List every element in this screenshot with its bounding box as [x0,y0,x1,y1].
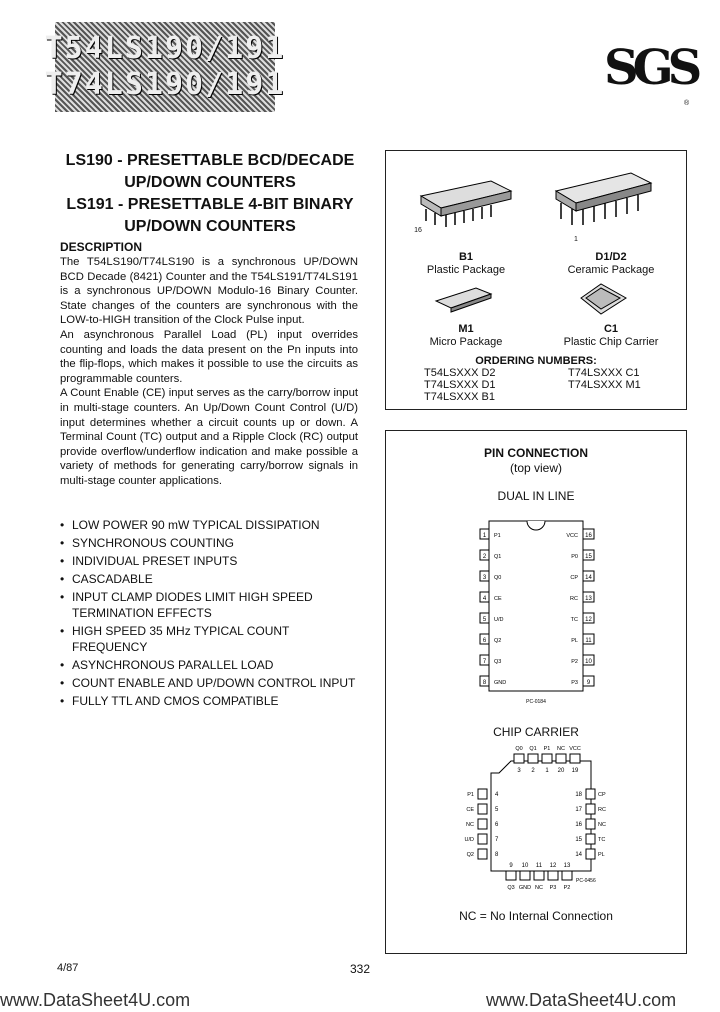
cc-pin-number: 11 [535,863,543,869]
description-paragraph-2: An asynchronous Parallel Load (PL) input overrides counting and loads the data present on the Pn inputs into the flip-flops, which makes it possible to use the circuits as programmable counters. [60,328,358,385]
dil-pin-label: Q3 [494,659,502,665]
cc-pin-box [586,804,595,814]
dil-pin-number: 16 [585,533,592,539]
dil-pin-label: RC [570,596,578,602]
dil-ref: PC-0184 [526,699,546,705]
cc-pin-label: P1 [467,792,474,798]
title-line-4: UP/DOWN COUNTERS [124,218,296,235]
cc-pin-number: 14 [575,852,582,858]
nc-note: NC = No Internal Connection [459,909,613,923]
cc-pin-box [556,754,566,763]
cc-pin-number: 5 [495,807,499,813]
dil-pin-number: 4 [482,596,487,602]
dil-pin-label: Q1 [494,554,502,560]
cc-pin-box [534,871,544,880]
c1-name: Plastic Chip Carrier [563,336,659,348]
d1d2-code: D1/D2 [595,251,627,263]
dil-diagram [386,507,686,707]
dip-ceramic-package-icon [556,173,651,225]
feature-item: • INPUT CLAMP DIODES LIMIT HIGH SPEED TERMINATION EFFECTS [60,589,360,621]
pin1-label-d: 1 [574,236,578,243]
b1-name: Plastic Package [426,264,506,276]
ordering-number: T74LSXXX B1 [424,391,495,403]
cc-pin-label: PL [598,852,605,858]
dil-pin-number: 6 [482,638,487,644]
cc-pin-box [506,871,516,880]
chip-carrier-package-icon [581,284,626,314]
cc-pin-label: P3 [549,885,557,891]
pin16-label-b1: 16 [414,227,422,234]
cc-pin-number: 9 [509,863,513,869]
cc-pin-label: GND [518,885,532,891]
title-line-3: LS191 - PRESETTABLE 4-BIT BINARY [66,196,354,213]
dil-pin-label: PL [571,638,578,644]
dil-pin-label: GND [494,680,507,686]
cc-ref: PC-0456 [576,878,596,884]
registered-mark: ® [684,100,690,107]
dil-pin-number: 11 [585,638,592,644]
dil-pin-number: 15 [585,554,592,560]
cc-pin-box [562,871,572,880]
watermark-right: www.DataSheet4U.com [486,990,677,1010]
ordering-number: T74LSXXX M1 [568,379,641,391]
sgs-logo [604,30,697,106]
dil-pin-label: P0 [571,554,578,560]
cc-pin-label: P1 [543,746,551,752]
cc-pin-number: 10 [521,863,529,869]
c1-code: C1 [603,323,619,335]
watermark-left: www.DataSheet4U.com [0,990,191,1010]
cc-pin-box [478,834,487,844]
cc-pin-number: 19 [571,768,579,774]
cc-pin-label: Q2 [466,852,474,858]
feature-item: • INDIVIDUAL PRESET INPUTS [60,553,360,569]
micro-package-icon [436,288,491,312]
description-paragraph-1: The T54LS190/T74LS190 is a synchronous UP/DOWN BCD Decade (8421) Counter and the T54LS191/T74LS191 is a synchronous UP/DOWN Modulo-16 Binary Counter. State changes of the counters are synchronous with the LOW-to-HIGH transition of the Clock Pulse input. [60,256,358,327]
feature-item: • SYNCHRONOUS COUNTING [60,535,360,551]
dil-pin-number: 8 [482,680,487,686]
cc-pin-box [520,871,530,880]
cc-pin-number: 6 [495,822,499,828]
dil-pin-label: CP [570,575,578,581]
m1-label [391,323,541,349]
sgs-logo-text: SGS [604,40,697,96]
cc-pin-label: Q3 [507,885,515,891]
pin-connection-heading: PIN CONNECTION [483,446,588,460]
dil-pin-number: 3 [482,575,487,581]
description-heading: DESCRIPTION [60,240,143,254]
dil-pin-label: Q2 [494,638,502,644]
page-number: 332 [350,962,371,976]
ordering-number: T74LSXXX D1 [424,379,496,391]
cc-pin-label: Q0 [515,746,523,752]
b1-code: B1 [458,251,474,263]
feature-item: • ASYNCHRONOUS PARALLEL LOAD [60,657,360,673]
cc-pin-number: 13 [563,863,571,869]
cc-pin-label: NC [598,822,606,828]
d1d2-name: Ceramic Package [567,264,655,276]
cc-pin-number: 4 [495,792,499,798]
cc-pin-label: NC [466,822,474,828]
dil-pin-label: U/D [494,617,504,623]
cc-pin-box [478,849,487,859]
dil-pin-label: CE [494,596,502,602]
cc-pin-box [514,754,524,763]
cc-pin-label: RC [598,807,606,813]
dil-pin-number: 7 [482,659,487,665]
c1-label [536,323,686,349]
m1-name: Micro Package [429,336,503,348]
cc-pin-label: NC [557,746,565,752]
feature-item: • CASCADABLE [60,571,360,587]
feature-item: • FULLY TTL AND CMOS COMPATIBLE [60,693,360,709]
description-body [60,255,358,489]
cc-pin-number: 3 [517,768,521,774]
cc-pin-box [542,754,552,763]
feature-list [60,517,360,711]
dil-pin-label: VCC [566,533,578,539]
title-line-1: LS190 - PRESETTABLE BCD/DECADE [65,152,355,169]
cc-pin-number: 15 [575,837,582,843]
description-paragraph-3: A Count Enable (CE) input serves as the carry/borrow input in multi-stage counters. An Up/Down Count Control (U/D) input determines whether a circuit counts up or down. A Terminal Count (TC) output and a Ripple Clock (RC) output provide overflow/underflow indication and make possible a variety of methods for generating carry/borrow signals in multi-stage counter applications. [60,387,358,487]
chip-carrier-diagram [386,743,686,913]
title-line-2: UP/DOWN COUNTERS [124,174,296,191]
dil-title: DUAL IN LINE [497,489,575,503]
cc-pin-box [586,834,595,844]
m1-code: M1 [458,323,474,335]
dil-pin-number: 14 [585,575,592,581]
cc-pin-box [570,754,580,763]
cc-pin-label: U/D [464,837,474,843]
footer-date: 4/87 [57,962,79,974]
cc-pin-label: NC [535,885,543,891]
cc-pin-number: 7 [495,837,499,843]
logo-line-1: T54LS190/191 [44,31,286,66]
dil-pin-number: 5 [482,617,487,623]
cc-pin-box [548,871,558,880]
packages-box [385,150,687,410]
cc-pin-box [586,789,595,799]
cc-pin-box [586,819,595,829]
ordering-number: T54LSXXX D2 [424,367,496,379]
dip-plastic-package-icon [421,181,511,227]
cc-pin-label: P2 [563,885,571,891]
dil-pin-number: 1 [482,533,487,539]
dil-pin-label: P2 [571,659,578,665]
cc-pin-label: CE [466,807,474,813]
cc-pin-number: 12 [549,863,557,869]
cc-pin-number: 1 [545,768,549,774]
cc-pin-box [478,819,487,829]
cc-pin-number: 16 [575,822,582,828]
cc-pin-number: 20 [557,768,565,774]
cc-pin-box [528,754,538,763]
cc-pin-box [478,804,487,814]
dil-pin-label: Q0 [494,575,502,581]
cc-pin-number: 2 [531,768,535,774]
dil-pin-label: TC [570,617,578,623]
feature-item: • HIGH SPEED 35 MHz TYPICAL COUNT FREQUENCY [60,623,360,655]
logo-line-2: T74LS190/191 [44,67,286,102]
cc-pin-label: TC [598,837,606,843]
cc-pin-number: 18 [575,792,582,798]
pin-connection-subheading: (top view) [509,461,562,475]
cc-pin-number: 17 [575,807,582,813]
part-number-logo [44,22,286,112]
dil-pin-number: 13 [585,596,592,602]
cc-pin-label: VCC [569,746,581,752]
chip-carrier-title: CHIP CARRIER [493,725,579,739]
dil-body [489,521,583,691]
dil-pin-number: 10 [585,659,592,665]
dil-pin-number: 12 [585,617,592,623]
cc-pin-box [586,849,595,859]
dil-pin-label: P1 [494,533,501,539]
feature-item: • LOW POWER 90 mW TYPICAL DISSIPATION [60,517,360,533]
cc-pin-box [478,789,487,799]
pin-connection-box [385,430,687,954]
ordering-heading: ORDERING NUMBERS: [475,355,597,367]
dil-pin-number: 9 [586,680,591,686]
dil-pin-number: 2 [482,554,487,560]
d1d2-label [536,251,686,277]
small-package-drawings [386,276,686,326]
ordering-number: T74LSXXX C1 [568,367,640,379]
feature-item: • COUNT ENABLE AND UP/DOWN CONTROL INPUT [60,675,360,691]
dil-pin-label: P3 [571,680,578,686]
cc-pin-label: Q1 [529,746,537,752]
b1-label [391,251,541,277]
cc-pin-label: CP [598,792,606,798]
cc-pin-number: 8 [495,852,499,858]
